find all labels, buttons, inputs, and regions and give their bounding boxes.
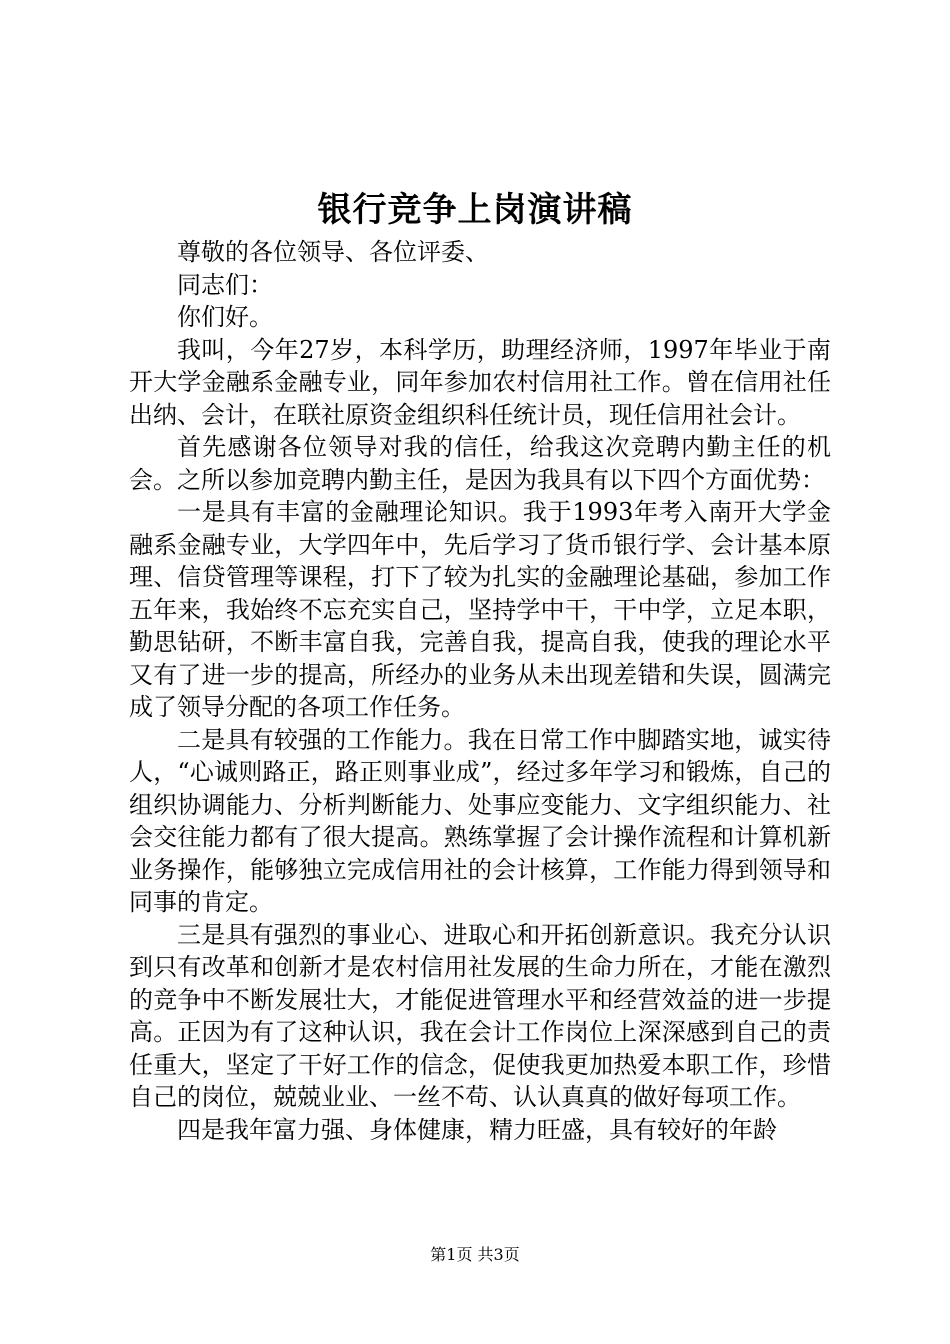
paragraph-advantage-2: 二是具有较强的工作能力。我在日常工作中脚踏实地，诚实待人，“心诚则路正，路正则事业成”，经过多年学习和锻炼，自己的组织协调能力、分析判断能力、处事应变能力、文字组织能力、社会交往能力都有了很大提高。熟练掌握了会计操作流程和计算机新业务操作，能够独立完成信用社的会计核算，工作能力得到领导和同事的肯定。	[129, 725, 831, 916]
paragraph-greeting: 你们好。	[177, 303, 273, 331]
paragraph-advantage-4: 四是我年富力强、身体健康，精力旺盛，具有较好的年龄	[177, 1115, 777, 1144]
paragraph-salutation-2: 同志们：	[177, 270, 273, 299]
paragraph-self-introduction: 我叫，今年27岁，本科学历，助理经济师，1997年毕业于南开大学金融系金融专业，同年参加农村信用社工作。曾在信用社任出纳、会计，在联社原资金组织科任统计员，现任信用社会计。	[129, 335, 831, 429]
paragraph-thanks: 首先感谢各位领导对我的信任，给我这次竞聘内勤主任的机会。之所以参加竞聘内勤主任，是因为我具有以下四个方面优势：	[129, 433, 831, 494]
document-body	[129, 236, 831, 1146]
paragraph-advantage-1: 一是具有丰富的金融理论知识。我于1993年考入南开大学金融系金融专业，大学四年中，先后学习了货币银行学、会计基本原理、信贷管理等课程，打下了较为扎实的金融理论基础，参加工作五年来，我始终不忘充实自己，坚持学中干，干中学，立足本职，勤思钻研，不断丰富自我，完善自我，提高自我，使我的理论水平又有了进一步的提高，所经办的业务从未出现差错和失误，圆满完成了领导分配的各项工作任务。	[129, 498, 831, 721]
document-title: 银行竞争上岗演讲稿	[317, 190, 633, 230]
paragraph-salutation-1: 尊敬的各位领导、各位评委、	[177, 238, 489, 266]
page-number-footer: 第1页 共3页	[430, 1245, 520, 1264]
paragraph-advantage-3: 三是具有强烈的事业心、进取心和开拓创新意识。我充分认识到只有改革和创新才是农村信用社发展的生命力所在，才能在激烈的竞争中不断发展壮大，才能促进管理水平和经营效益的进一步提高。正因为有了这种认识，我在会计工作岗位上深深感到自己的责任重大，坚定了干好工作的信念，促使我更加热爱本职工作，珍惜自己的岗位，兢兢业业、一丝不苟、认认真真的做好每项工作。	[129, 920, 831, 1111]
